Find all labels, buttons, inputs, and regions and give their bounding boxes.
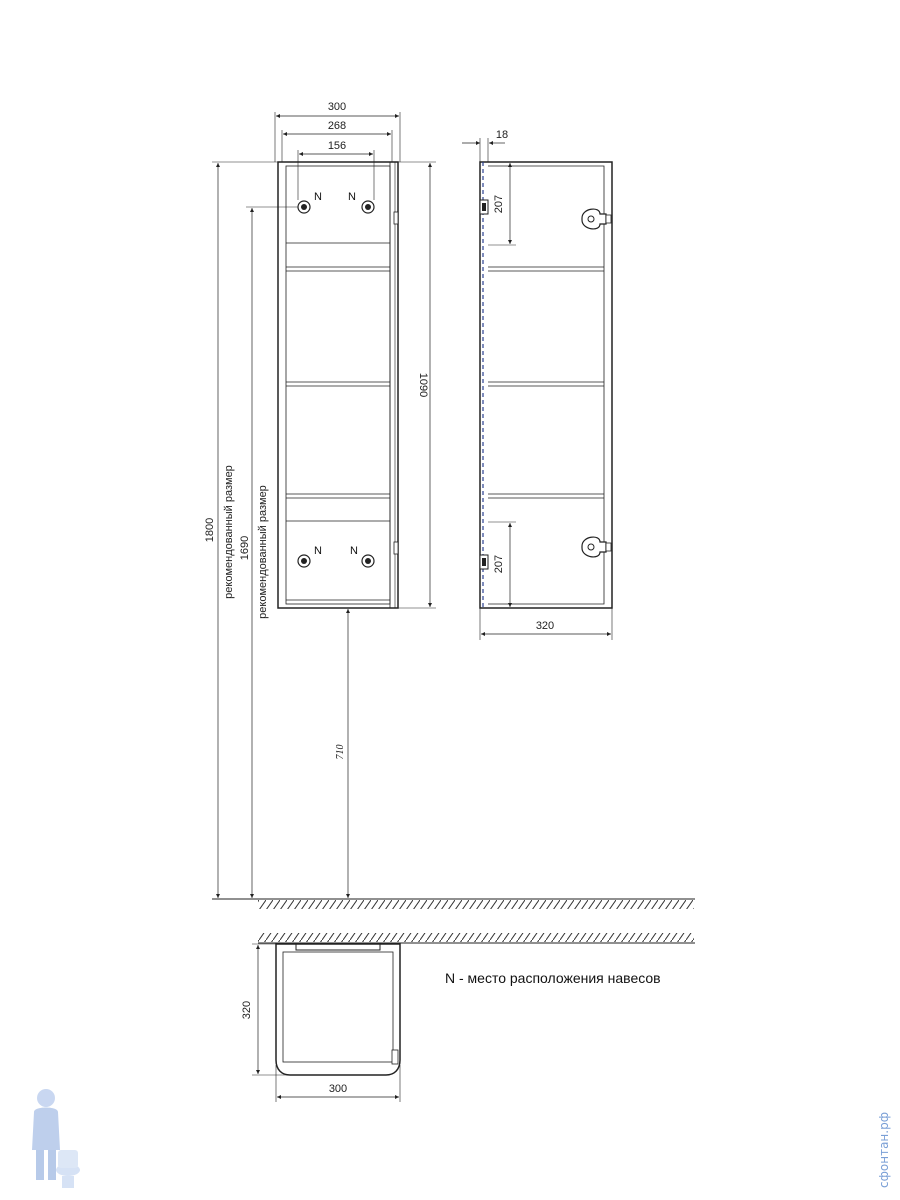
dim-mount-height-1690	[239, 207, 298, 898]
plumber-mascot-icon	[32, 1089, 80, 1188]
dim-side-hook-upper-207	[488, 162, 516, 245]
svg-text:N: N	[314, 191, 322, 203]
svg-text:207: 207	[493, 554, 505, 574]
side-bracket-lower	[480, 555, 488, 569]
side-shelves	[488, 267, 604, 498]
dim-plan-width-300	[276, 1065, 400, 1102]
svg-text:N: N	[350, 545, 358, 557]
side-handle-upper-icon	[582, 209, 611, 229]
hook-marker-bottom-right	[350, 545, 374, 567]
svg-text:300: 300	[328, 1083, 348, 1095]
svg-text:320: 320	[535, 620, 555, 632]
dim-front-hooks-156	[298, 140, 374, 200]
dim-front-height-1090	[398, 162, 436, 608]
hook-marker-bottom-left	[298, 545, 322, 567]
svg-text:18: 18	[495, 129, 509, 141]
dim-floor-gap-710	[335, 609, 348, 898]
svg-text:710: 710	[335, 744, 346, 760]
side-view	[462, 129, 612, 640]
svg-text:рекомендованный размер: рекомендованный размер	[223, 465, 235, 599]
hook-marker-top-right	[348, 191, 374, 213]
watermark-text: сфонтан.рф	[877, 1112, 891, 1188]
svg-text:1800: 1800	[204, 517, 216, 543]
front-view	[204, 101, 436, 898]
front-cabinet-inner	[286, 166, 390, 604]
svg-text:207: 207	[493, 194, 505, 214]
svg-text:1090: 1090	[417, 372, 429, 398]
plan-view	[241, 933, 695, 1102]
svg-text:268: 268	[327, 120, 347, 132]
dim-side-hook-lower-207	[488, 522, 516, 608]
svg-text:300: 300	[327, 101, 347, 113]
side-handle-lower-icon	[582, 537, 611, 557]
svg-text:156: 156	[327, 140, 347, 152]
svg-text:рекомендованный размер: рекомендованный размер	[257, 485, 269, 619]
hook-marker-top-left	[298, 191, 322, 213]
svg-text:320: 320	[241, 1000, 253, 1020]
svg-text:1690: 1690	[239, 535, 251, 561]
svg-text:N: N	[348, 191, 356, 203]
floor-line	[212, 899, 695, 909]
plan-cabinet-outline	[276, 944, 400, 1075]
svg-text:N: N	[314, 545, 322, 557]
front-shelves	[286, 243, 390, 600]
legend-text: N - место расположения навесов	[445, 970, 661, 986]
dim-side-offset-18	[462, 129, 508, 162]
side-bracket-upper	[480, 200, 488, 214]
dim-side-depth-320	[480, 608, 612, 640]
front-cabinet-outline	[278, 162, 398, 608]
